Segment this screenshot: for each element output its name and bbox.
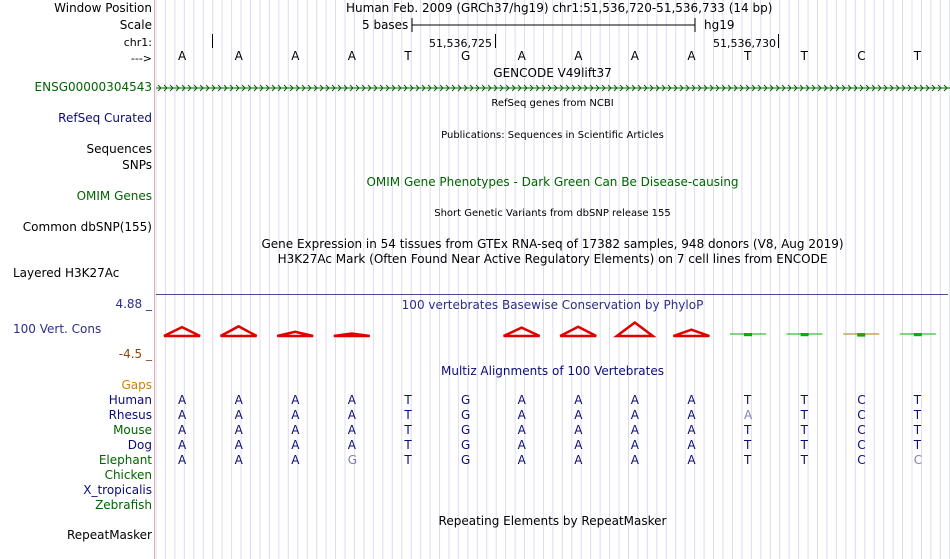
alignment-base: A (291, 393, 300, 407)
alignment-base: A (234, 438, 243, 452)
reference-base: A (347, 49, 357, 63)
species-label[interactable]: Human (108, 393, 152, 407)
phylop-negative-mark (914, 333, 922, 336)
phylop-positive-mark (560, 327, 596, 336)
h3k27ac-signal-baseline[interactable] (156, 294, 948, 295)
gencode-label[interactable]: ENSG00000304543 (34, 80, 152, 94)
publications-label[interactable]: Sequences (86, 142, 152, 156)
phylop-negative-mark (801, 333, 809, 336)
dbsnp-label[interactable]: Common dbSNP(155) (22, 220, 152, 234)
tick-mark-1 (212, 34, 213, 48)
scale-bar (411, 17, 697, 34)
alignment-base: A (517, 438, 526, 452)
alignment-base: A (517, 423, 526, 437)
alignment-base: A (630, 393, 640, 407)
coord-label-2: 51,536,730 (713, 37, 776, 50)
alignment-base: T (744, 453, 752, 467)
repeatmasker-title: Repeating Elements by RepeatMasker (438, 514, 667, 528)
alignment-base: C (857, 408, 866, 422)
phylop-max-label: 4.88 _ (115, 297, 152, 311)
alignment-base: T (744, 423, 752, 437)
alignment-base: G (461, 438, 471, 452)
phylop-min-label: -4.5 _ (118, 347, 152, 361)
alignment-base: A (178, 438, 187, 452)
coord-label-1: 51,536,725 (429, 37, 492, 50)
reference-base: G (461, 49, 471, 63)
omim-title: OMIM Gene Phenotypes - Dark Green Can Be Disease-causing (366, 175, 739, 189)
alignment-base: A (291, 438, 300, 452)
scale-label: Scale (119, 18, 152, 32)
alignment-base: T (800, 453, 808, 467)
alignment-base: C (857, 423, 866, 437)
alignment-base: T (744, 438, 752, 452)
phylop-positive-mark (673, 330, 709, 336)
reference-base: A (687, 49, 696, 63)
phylop-conservation-graph[interactable] (156, 316, 950, 344)
alignment-base: A (574, 393, 583, 407)
repeatmasker-label[interactable]: RepeatMasker (66, 528, 152, 542)
alignment-base: T (913, 423, 922, 437)
phylop-positive-mark (334, 333, 370, 336)
window-position-value: Human Feb. 2009 (GRCh37/hg19) chr1:51,536,720-51,536,733 (14 bp) (346, 1, 773, 15)
phylop-positive-mark (277, 332, 313, 336)
alignment-base: T (913, 438, 922, 452)
alignment-base: T (404, 408, 412, 422)
alignment-base: A (347, 408, 357, 422)
alignment-base: A (234, 453, 243, 467)
omim-label[interactable]: OMIM Genes (76, 189, 152, 203)
alignment-base: C (857, 438, 866, 452)
reference-base: A (574, 49, 583, 63)
reference-base: T (744, 49, 752, 63)
alignment-base: A (178, 393, 187, 407)
alignment-base: T (404, 393, 412, 407)
alignment-base: G (347, 453, 358, 467)
publications-title: Publications: Sequences in Scientific Articles (441, 130, 664, 141)
alignment-base: C (913, 453, 923, 467)
dbsnp-title: Short Genetic Variants from dbSNP release 155 (434, 208, 671, 219)
alignment-base: A (574, 453, 583, 467)
gaps-label[interactable]: Gaps (121, 378, 152, 392)
species-label[interactable]: Zebrafish (95, 498, 152, 512)
alignment-base: A (687, 408, 696, 422)
reference-base: A (234, 49, 243, 63)
species-label[interactable]: Dog (127, 438, 152, 452)
alignment-base: A (178, 408, 187, 422)
alignment-base: A (687, 393, 696, 407)
alignment-base: G (461, 423, 471, 437)
reference-base: A (517, 49, 526, 63)
alignment-base: A (178, 453, 187, 467)
alignment-base: A (630, 408, 640, 422)
alignment-base: A (291, 453, 300, 467)
alignment-base: G (461, 453, 471, 467)
phylop-positive-mark (504, 328, 540, 336)
alignment-base: A (347, 393, 357, 407)
alignment-base: T (404, 423, 412, 437)
alignment-base: A (687, 423, 696, 437)
alignment-base: T (404, 453, 412, 467)
alignment-base: T (800, 393, 808, 407)
alignment-base: T (913, 408, 922, 422)
alignment-base: A (687, 453, 696, 467)
species-label[interactable]: Elephant (98, 453, 152, 467)
alignment-base: T (744, 393, 752, 407)
phylop-negative-mark (744, 333, 752, 336)
alignment-base: A (234, 408, 243, 422)
chrom-label: chr1: (123, 36, 152, 49)
species-label[interactable]: Rhesus (108, 408, 152, 422)
alignment-base: A (517, 408, 526, 422)
alignment-base: T (800, 438, 808, 452)
alignment-base: T (800, 408, 808, 422)
scale-assembly: hg19 (704, 18, 735, 32)
species-label[interactable]: Mouse (113, 423, 152, 437)
alignment-base: A (687, 438, 696, 452)
phylop-label[interactable]: 100 Vert. Cons (13, 322, 102, 336)
phylop-positive-mark (164, 327, 200, 336)
alignment-base: T (913, 393, 922, 407)
alignment-base: A (744, 408, 753, 422)
species-label[interactable]: Chicken (104, 468, 152, 482)
alignment-base: C (857, 453, 866, 467)
reference-base: T (800, 49, 808, 63)
alignment-base: A (630, 423, 640, 437)
alignment-base: A (291, 408, 300, 422)
reference-base: T (913, 49, 922, 63)
alignment-base: A (517, 393, 526, 407)
alignment-base: G (461, 393, 471, 407)
reference-base: A (630, 49, 640, 63)
refseq-title: RefSeq genes from NCBI (491, 98, 614, 109)
reference-base: A (178, 49, 187, 63)
alignment-base: A (234, 423, 243, 437)
snps-label[interactable]: SNPs (122, 158, 152, 172)
tick-mark-2 (495, 34, 496, 48)
alignment-base: A (347, 438, 357, 452)
species-label[interactable]: X_tropicalis (83, 483, 152, 497)
alignment-base: A (347, 423, 357, 437)
gtex-title: Gene Expression in 54 tissues from GTEx RNA-seq of 17382 samples, 948 donors (V8, Aug 2019) (261, 237, 844, 251)
gencode-gene-feature[interactable] (156, 82, 950, 94)
phylop-title: 100 vertebrates Basewise Conservation by PhyloP (401, 298, 704, 312)
alignment-base: A (630, 453, 640, 467)
refseq-label[interactable]: RefSeq Curated (58, 111, 152, 125)
alignment-base: A (574, 423, 583, 437)
phylop-positive-mark (221, 326, 257, 336)
tick-mark-3 (778, 34, 779, 48)
alignment-base: A (574, 408, 583, 422)
reference-base: C (857, 49, 866, 63)
window-position-label: Window Position (54, 1, 152, 15)
alignment-base: C (857, 393, 866, 407)
alignment-base: A (178, 423, 187, 437)
alignment-base: A (517, 453, 526, 467)
h3k27ac-label[interactable]: Layered H3K27Ac (13, 266, 120, 280)
reference-base: A (291, 49, 300, 63)
alignment-base: T (800, 423, 808, 437)
reference-base: T (404, 49, 412, 63)
phylop-positive-mark (617, 323, 653, 336)
alignment-base: A (630, 438, 640, 452)
multiz-title: Multiz Alignments of 100 Vertebrates (440, 364, 665, 378)
alignment-base: A (234, 393, 243, 407)
alignment-base: A (574, 438, 583, 452)
gencode-title: GENCODE V49lift37 (493, 66, 612, 80)
alignment-base: A (291, 423, 300, 437)
alignment-base: T (404, 438, 412, 452)
alignment-base: G (461, 408, 471, 422)
h3k27ac-title: H3K27Ac Mark (Often Found Near Active Regulatory Elements) on 7 cell lines from ENCODE (277, 252, 828, 266)
scale-value: 5 bases (362, 18, 409, 32)
strand-label: ---> (130, 52, 152, 65)
